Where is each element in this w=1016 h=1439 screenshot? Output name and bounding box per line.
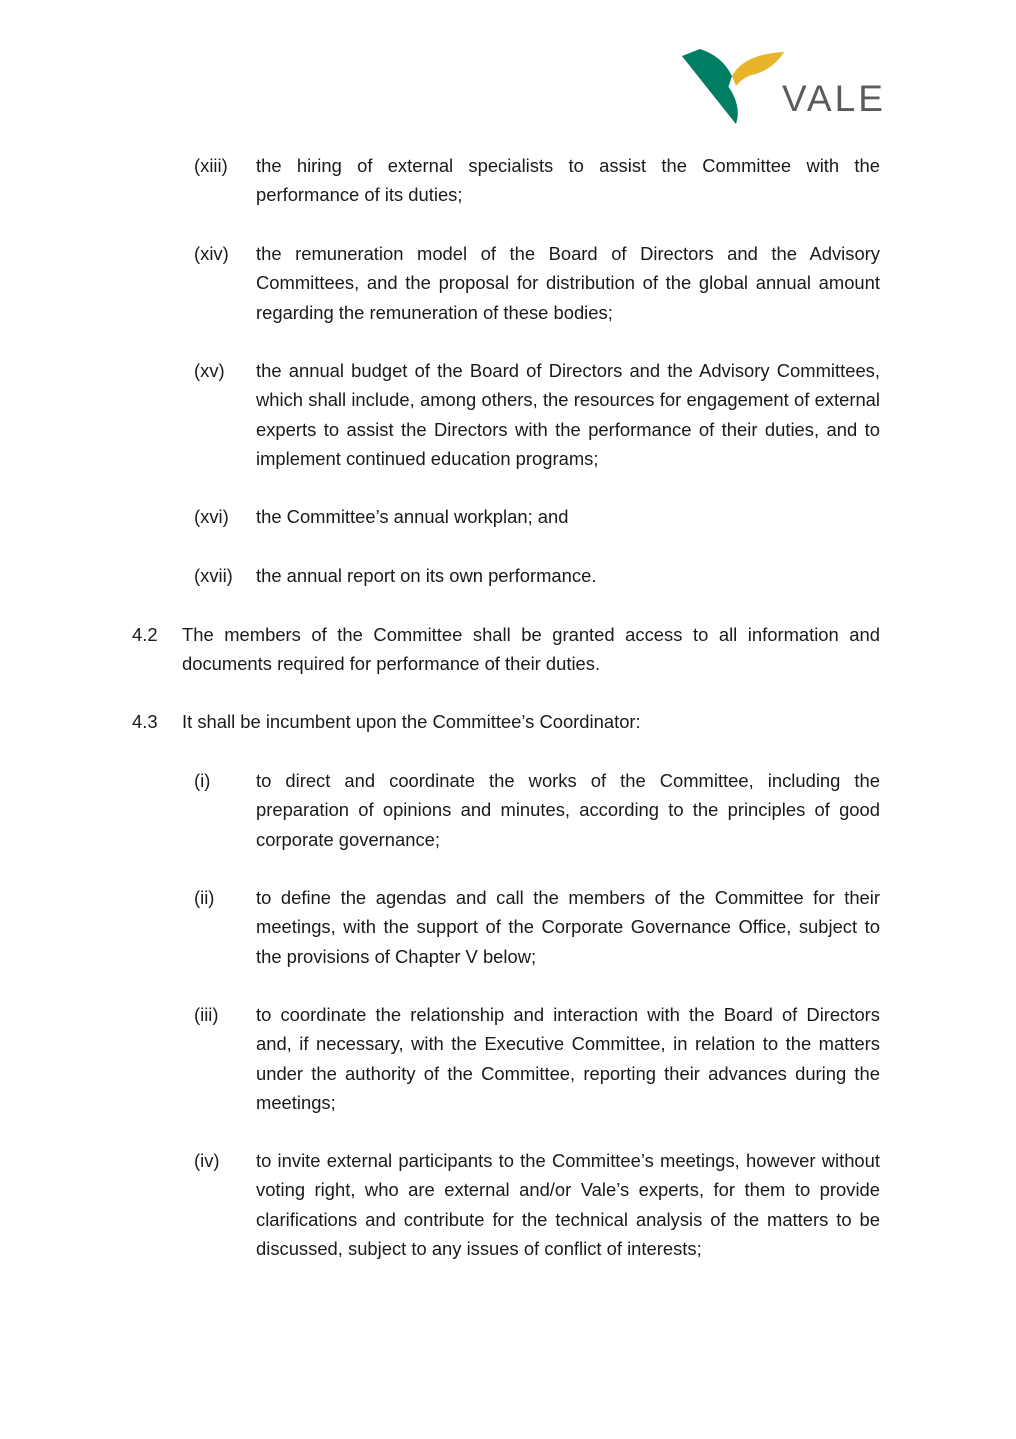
section-paragraph: The members of the Committee shall be granted access to all information and documents required for performance of their duties.	[182, 624, 880, 675]
list-item: the annual report on its own performance.	[256, 565, 597, 586]
section-number: 4.3	[132, 711, 158, 732]
item-number: (xvii)	[194, 565, 233, 586]
list-item: to coordinate the relationship and interaction with the Board of Directors and, if necessary, with the Executive Committee, in relation to the matters under the authority of the Committee, reporting their advances during the meetings;	[256, 1004, 880, 1114]
item-number: (xiii)	[194, 155, 228, 176]
vale-logo-text: VALE	[782, 78, 886, 119]
list-item: the hiring of external specialists to assist the Committee with the performance of its duties;	[256, 155, 880, 206]
item-number: (iv)	[194, 1150, 220, 1171]
item-number: (xvi)	[194, 506, 229, 527]
section-number: 4.2	[132, 624, 158, 645]
item-number: (iii)	[194, 1004, 219, 1025]
list-item: to invite external participants to the Committee’s meetings, however without voting right, who are external and/or Vale’s experts, for them to provide clarifications and contribute for the technical analysis of the matters to be discussed, subject to any issues of conflict of interests;	[256, 1150, 880, 1260]
item-number: (i)	[194, 770, 211, 791]
item-number: (xiv)	[194, 243, 229, 264]
list-item: to direct and coordinate the works of the Committee, including the preparation of opinions and minutes, according to the principles of good corporate governance;	[256, 770, 880, 850]
item-number: (xv)	[194, 360, 225, 381]
list-item: to define the agendas and call the members of the Committee for their meetings, with the support of the Corporate Governance Office, subject to the provisions of Chapter V below;	[256, 887, 880, 967]
list-item: the Committee’s annual workplan; and	[256, 506, 569, 527]
section-paragraph: It shall be incumbent upon the Committee’s Coordinator:	[182, 711, 641, 732]
list-item: the annual budget of the Board of Directors and the Advisory Committees, which shall include, among others, the resources for engagement of external experts to assist the Directors with the performance of their duties, and to implement continued education programs;	[256, 360, 880, 470]
list-item: the remuneration model of the Board of Directors and the Advisory Committees, and the proposal for distribution of the global annual amount regarding the remuneration of these bodies;	[256, 243, 880, 323]
vale-logo	[682, 46, 886, 128]
vale-logo-icon	[682, 46, 792, 128]
item-number: (ii)	[194, 887, 215, 908]
